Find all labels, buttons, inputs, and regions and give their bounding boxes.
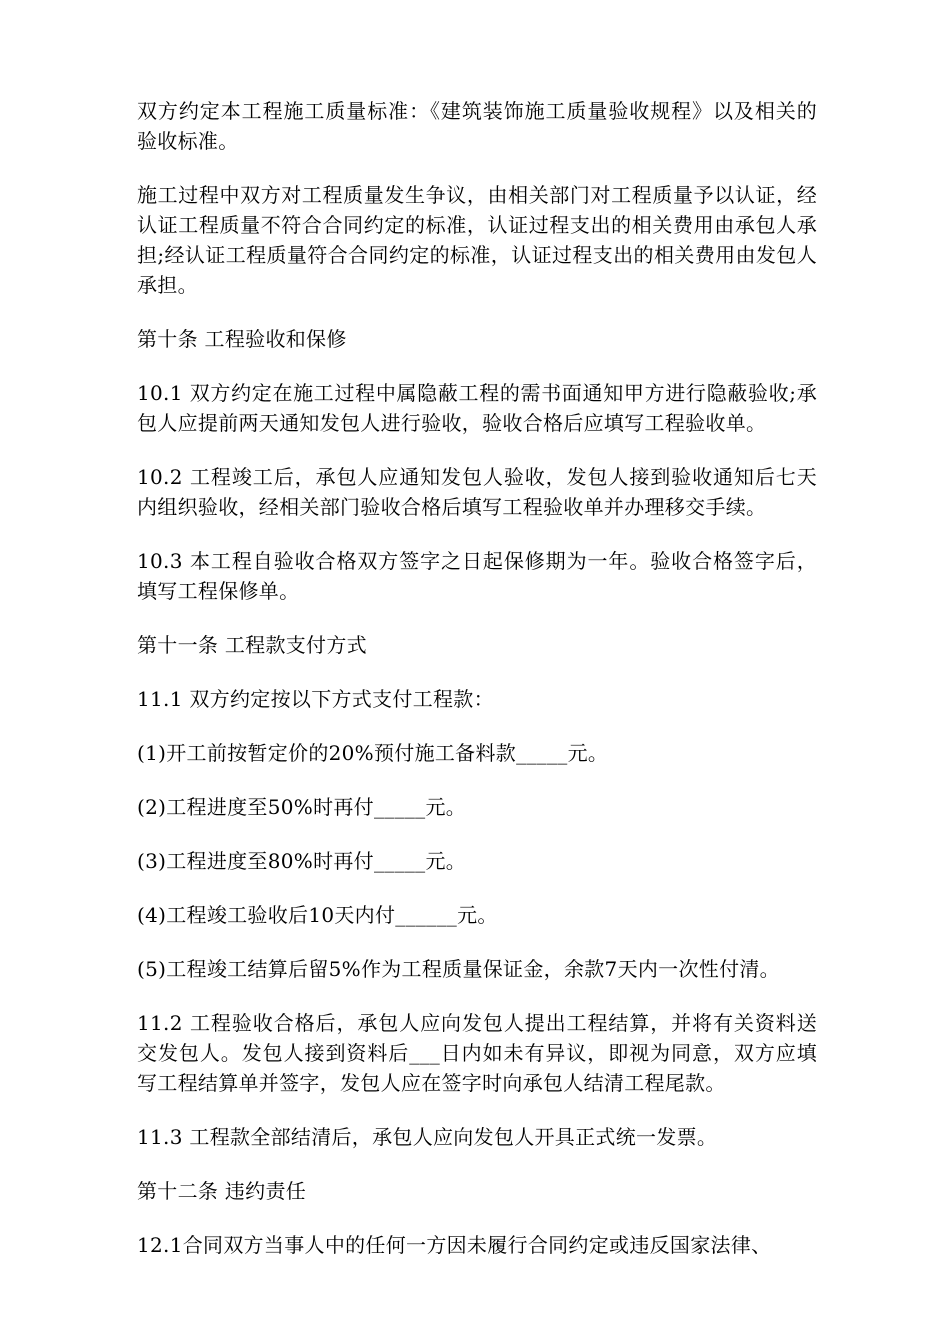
- article-10-heading: 第十条 工程验收和保修: [137, 327, 347, 351]
- article-11-heading: 第十一条 工程款支付方式: [137, 633, 367, 657]
- quality-standard-paragraph: 双方约定本工程施工质量标准：《建筑装饰施工质量验收规程》以及相关的验收标准。: [137, 99, 817, 153]
- document-body: [137, 96, 817, 1284]
- payment-item-1: (1)开工前按暂定价的20%预付施工备料款_____元。: [137, 741, 609, 765]
- clause-10-3: 10.3 本工程自验收合格双方签字之日起保修期为一年。验收合格签字后，填写工程保修单。: [137, 549, 817, 603]
- payment-item-4: (4)工程竣工验收后10天内付______元。: [137, 903, 498, 927]
- clause-11-2: 11.2 工程验收合格后，承包人应向发包人提出工程结算，并将有关资料送交发包人。发包人接到资料后___日内如未有异议，即视为同意，双方应填写工程结算单并签字，发包人应在签字时向承包人结清工程尾款。: [137, 1011, 817, 1095]
- payment-item-5: (5)工程竣工结算后留5%作为工程质量保证金，余款7天内一次性付清。: [137, 957, 780, 981]
- payment-item-3: (3)工程进度至80%时再付_____元。: [137, 849, 467, 873]
- clause-11-3: 11.3 工程款全部结清后，承包人应向发包人开具正式统一发票。: [137, 1125, 718, 1149]
- payment-item-2: (2)工程进度至50%时再付_____元。: [137, 795, 467, 819]
- article-12-heading: 第十二条 违约责任: [137, 1179, 307, 1203]
- clause-10-1: 10.1 双方约定在施工过程中属隐蔽工程的需书面通知甲方进行隐蔽验收;承包人应提前两天通知发包人进行验收，验收合格后应填写工程验收单。: [137, 381, 817, 435]
- clause-11-1: 11.1 双方约定按以下方式支付工程款：: [137, 687, 494, 711]
- clause-10-2: 10.2 工程竣工后，承包人应通知发包人验收，发包人接到验收通知后七天内组织验收，经相关部门验收合格后填写工程验收单并办理移交手续。: [137, 465, 817, 519]
- quality-dispute-paragraph: 施工过程中双方对工程质量发生争议，由相关部门对工程质量予以认证，经认证工程质量不符合合同约定的标准，认证过程支出的相关费用由承包人承担;经认证工程质量符合合同约定的标准，认证过程支出的相关费用由发包人承担。: [137, 183, 817, 297]
- clause-12-1: 12.1合同双方当事人中的任何一方因未履行合同约定或违反国家法律、: [137, 1233, 772, 1257]
